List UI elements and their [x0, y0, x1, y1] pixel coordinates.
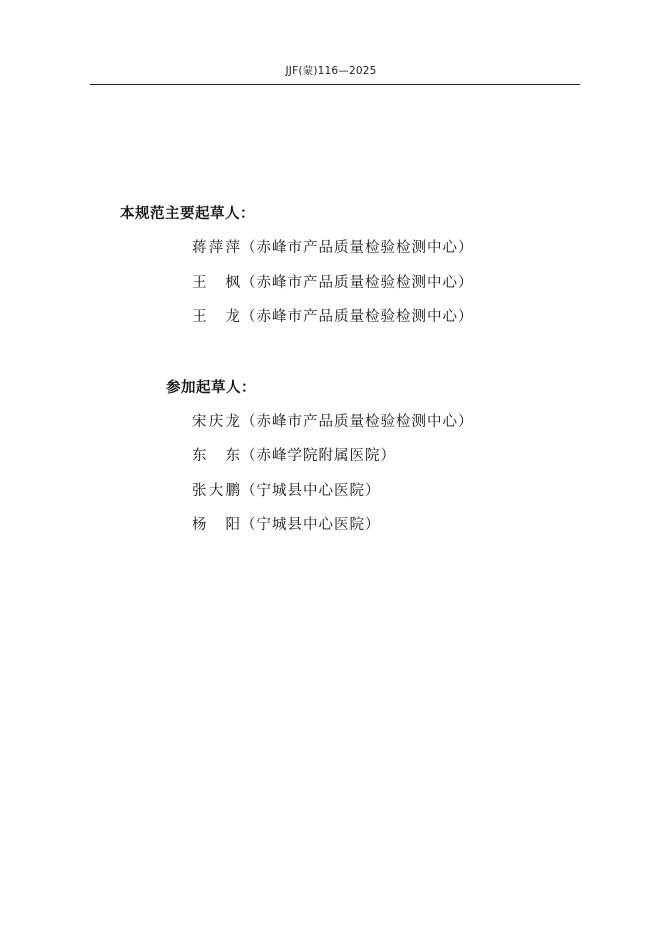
drafter-org: （宁城县中心医院） — [241, 517, 381, 533]
drafter-entry — [192, 444, 396, 465]
drafter-org: （赤峰市产品质量检验检测中心） — [241, 240, 474, 256]
drafter-entry — [192, 479, 381, 500]
drafter-org: （宁城县中心医院） — [241, 483, 381, 499]
main-drafters-title: 本规范主要起草人： — [120, 206, 255, 222]
participating-drafters-title: 参加起草人： — [166, 380, 256, 396]
drafter-name: 杨 阳 — [192, 517, 241, 533]
drafter-org: （赤峰市产品质量检验检测中心） — [241, 275, 474, 291]
drafter-name: 张大鹏 — [192, 483, 241, 499]
drafter-entry — [192, 410, 474, 431]
drafter-entry — [192, 513, 381, 534]
drafter-name: 东 东 — [192, 448, 241, 464]
drafter-entry — [192, 305, 474, 326]
drafter-org: （赤峰市产品质量检验检测中心） — [241, 309, 474, 325]
header-rule — [90, 84, 580, 85]
drafter-name: 宋庆龙 — [192, 414, 241, 430]
drafter-name: 蒋萍萍 — [192, 240, 241, 256]
drafter-name: 王 龙 — [192, 309, 241, 325]
drafter-org: （赤峰市产品质量检验检测中心） — [241, 414, 474, 430]
drafter-org: （赤峰学院附属医院） — [241, 448, 396, 464]
drafter-entry — [192, 236, 474, 257]
drafter-entry — [192, 271, 474, 292]
drafter-name: 王 枫 — [192, 275, 241, 291]
document-code-header: JJF(蒙)116—2025 — [285, 65, 377, 77]
